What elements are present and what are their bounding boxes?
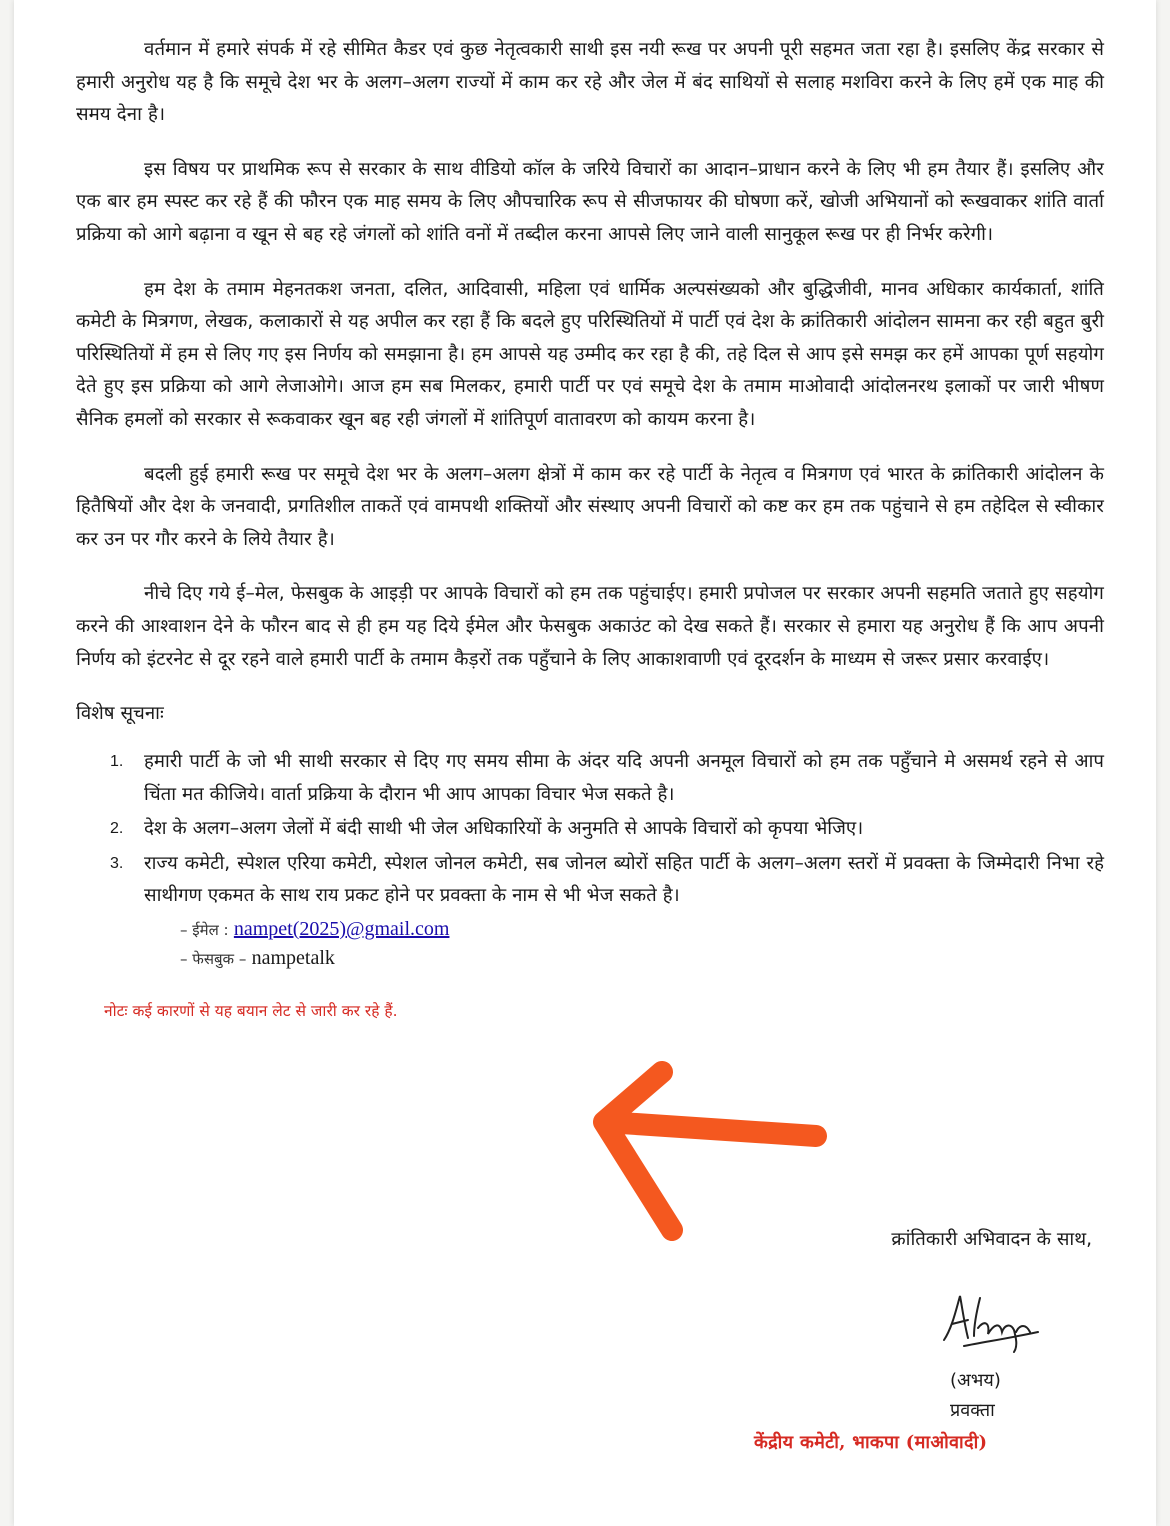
notice-item-text: देश के अलग–अलग जेलों में बंदी साथी भी जेल अधिकारियों के अनुमति से आपके विचारों को कृपया भेजिए। xyxy=(144,818,864,840)
paragraph-4: बदली हुई हमारी रूख पर समूचे देश भर के अलग–अलग क्षेत्रों में काम कर रहे पार्टी के नेतृत्व व मित्रगण एवं भारत के क्रांतिकारी आंदोलन के हितैषियों और देश के जनवादी, प्रगतिशील ताकतें एवं वामपथी शक्तियों और संस्थाए अपनी विचारों को कष्ट कर हम तक पहुंचाने से हम तहेदिल से स्वीकार कर उन पर गौर करने के लिये तैयार है। xyxy=(76,463,1104,550)
notice-item xyxy=(76,848,1104,913)
paragraph-3: हम देश के तमाम मेहनतकश जनता, दलित, आदिवासी, महिला एवं धार्मिक अल्पसंख्यको और बुद्धिजीवी, मानव अधिकार कार्यकार्ता, शांति कमेटी के मित्रगण, लेखक, कलाकारों से यह अपील कर रहा हैं कि बदले हुए परिस्थितियों में पार्टी एवं देश के क्रांतिकारी आंदोलन सामना कर रही बहुत बुरी परिस्थितियों में हम से लिए गए इस निर्णय को समझाना है। हम आपसे यह उम्मीद कर रहा है की, तहे दिल से आप इसे समझ कर हमें आपका पूर्ण सहयोग देते हुए इस प्रक्रिया को आगे लेजाओगे। आज हम सब मिलकर, हमारी पार्टी पर एवं समूचे देश के तमाम माओवादी आंदोलनरथ इलाकों पर जारी भीषण सैनिक हमलों को सरकार से रूकवाकर खून बह रही जंगलों में शांतिपूर्ण वातावरण को कायम करना है। xyxy=(76,278,1104,430)
email-line xyxy=(180,915,1104,944)
notice-item-text: हमारी पार्टी के जो भी साथी सरकार से दिए गए समय सीमा के अंदर यदि अपनी अनमूल विचारों को हम तक पहुँचाने मे असमर्थ रहने से आप चिंता मत कीजिये। वार्ता प्रक्रिया के दौरान भी आप आपका विचार भेज सकते है। xyxy=(144,751,1104,805)
contact-block xyxy=(180,915,1104,973)
delay-note: नोटः कई कारणों से यह बयान लेट से जारी कर रहे हैं. xyxy=(104,1002,398,1021)
document-page xyxy=(14,0,1156,1526)
notice-list xyxy=(76,746,1104,913)
closing-salutation: क्रांतिकारी अभिवादन के साथ, xyxy=(891,1229,1092,1250)
email-label: – ईमेल : xyxy=(180,921,229,940)
signature-block xyxy=(754,1366,1094,1458)
notice-item xyxy=(76,813,1104,846)
notice-item-number: 2. xyxy=(110,820,124,838)
paragraph-1: वर्तमान में हमारे संपर्क में रहे सीमित कैडर एवं कुछ नेतृत्वकारी साथी इस नयी रूख पर अपनी पूरी सहमत जता रहा है। इसलिए केंद्र सरकार से हमारी अनुरोध यह है कि समूचे देश भर के अलग–अलग राज्यों में काम कर रहे और जेल में बंद साथियों से सलाह मशविरा करने के लिए हमें एक माह की समय देना है। xyxy=(76,39,1104,126)
signatory-title: प्रवक्ता xyxy=(950,1400,995,1421)
facebook-line xyxy=(180,944,1104,973)
notice-item xyxy=(76,746,1104,811)
signatory-name: (अभय) xyxy=(950,1370,1001,1391)
document-body xyxy=(76,34,1104,1021)
notice-item-number: 1. xyxy=(110,753,124,771)
arrow-annotation-icon xyxy=(584,1058,834,1248)
signatory-organization: केंद्रीय कमेटी, भाकपा (माओवादी) xyxy=(754,1432,988,1453)
paragraph-2: इस विषय पर प्राथमिक रूप से सरकार के साथ वीडियो कॉल के जरिये विचारों का आदान–प्राधान करने के लिए भी हम तैयार हैं। इसलिए और एक बार हम स्पस्ट कर रहे हैं की फौरन एक माह समय के लिए औपचारिक रूप से सीजफायर की घोषणा करें, खोजी अभियानों को रूखवाकर शांति वार्ता प्रक्रिया को आगे बढ़ाना व खून से बह रहे जंगलों को शांति वनों में तब्दील करना आपसे लिए जाने वाली सानुकूल रूख पर ही निर्भर करेगी। xyxy=(76,158,1104,245)
facebook-handle: nampetalk xyxy=(251,947,335,970)
notice-item-text: राज्य कमेटी, स्पेशल एरिया कमेटी, स्पेशल जोनल कमेटी, सब जोनल ब्योरों सहित पार्टी के अलग–अलग स्तरों में प्रवक्ता के जिम्मेदारी निभा रहे साथीगण एकमत के साथ राय प्रकट होने पर प्रवक्ता के नाम से भी भेज सकते है। xyxy=(144,852,1104,907)
notice-heading: विशेष सूचनाः xyxy=(76,703,164,725)
notice-item-number: 3. xyxy=(110,854,124,872)
paragraph-5: नीचे दिए गये ई–मेल, फेसबुक के आइड़ी पर आपके विचारों को हम तक पहुंचाईए। हमारी प्रपोजल पर सरकार अपनी सहमति जताते हुए सहयोग करने की आश्वाशन देने के फौरन बाद से ही हम यह दिये ईमेल और फेसबुक अकाउंट को देख सकते हैं। सरकार से हमारा यह अनुरोध हैं कि आप अपनी निर्णय को इंटरनेट से दूर रहने वाले हमारी पार्टी के तमाम कैड़रों तक पहुँचाने के लिए आकाशवाणी एवं दूरदर्शन के माध्यम से जरूर प्रसार करवाईए। xyxy=(76,583,1104,670)
email-link[interactable]: nampet(2025)@gmail.com xyxy=(233,918,450,941)
handwritten-signature xyxy=(934,1288,1044,1358)
facebook-label: – फेसबुक – xyxy=(180,950,247,969)
